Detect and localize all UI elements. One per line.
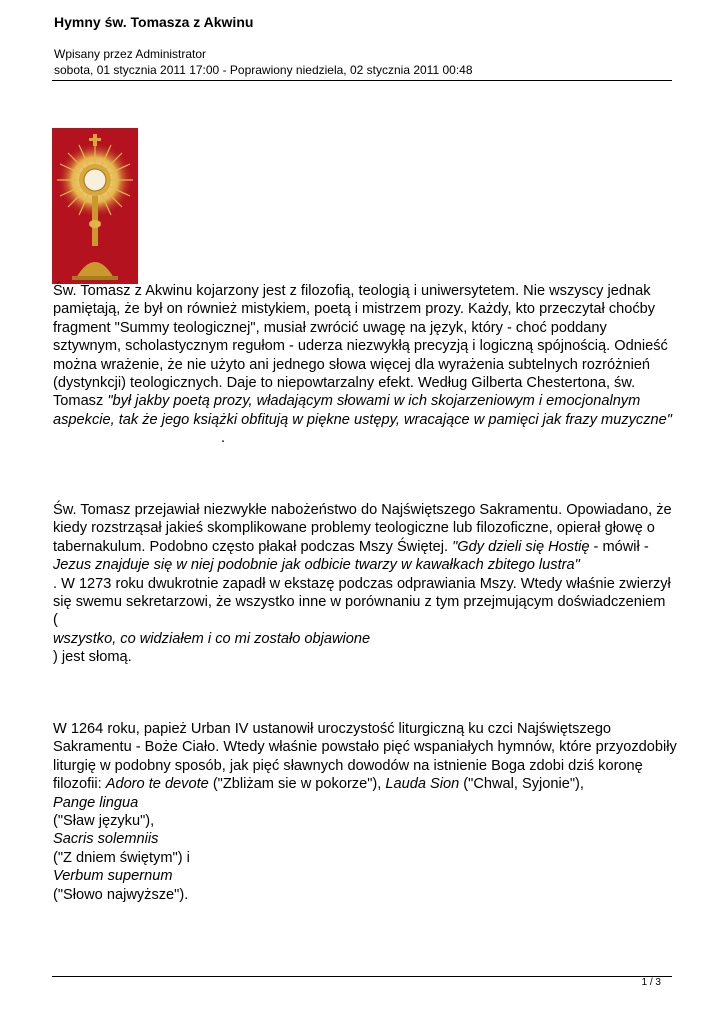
hostia-quote-b: Jezus znajduje się w niej podobnie jak odbicie twarzy w kawałkach zbitego lustra" [53, 557, 580, 574]
hymn-adoro-te-devote: Adoro te devote [105, 776, 209, 793]
header-divider [52, 80, 672, 81]
hymn-3-translation: ("Sław języku"), [53, 813, 155, 830]
monstrance-image [52, 128, 138, 284]
hymn-4-translation: ("Z dniem świętym") i [53, 849, 190, 866]
hymn-5-translation: ("Słowo najwyższe"). [53, 886, 189, 903]
article-meta [54, 46, 473, 78]
paragraph-2-paren-open: ( [53, 612, 58, 629]
hostia-quote-a: "Gdy dzieli się Hostię [452, 538, 590, 555]
date-line: sobota, 01 stycznia 2011 17:00 - Poprawiony niedziela, 02 stycznia 2011 00:48 [54, 63, 473, 77]
paragraph-1-text: Św. Tomasz z Akwinu kojarzony jest z filozofią, teologią i uniwersytetem. Nie wszyscy jednak pamiętają, że był on również mistykiem, poetą i mistrzem prozy. Każdy, kto przeczytał choćby fragment "Summy teologicznej", musiał zwrócić uwagę na język, który - choć poddany sztywnym, scholastycznym regułom - uderza niezwykłą precyzją i logiczną spójnością. Odnieść można wrażenie, że nie użyto ani jednego słowa więcej dla wyrażenia subtelnych rozróżnień (dystynkcji) teologicznych. Daje to niepowtarzalny efekt. Według Gilberta Chestertona, św. Tomasz [53, 283, 668, 410]
paragraph-2 [53, 501, 678, 667]
paragraph-3 [53, 720, 678, 904]
hymn-lauda-sion: Lauda Sion [385, 776, 460, 793]
paragraph-1 [53, 282, 678, 448]
page-number: 1 / 3 [641, 977, 661, 988]
hymn-1-translation: ("Zbliżam sie w pokorze"), [208, 776, 386, 793]
page-title: Hymny św. Tomasza z Akwinu [54, 14, 254, 30]
revelation-quote: wszystko, co widziałem i co mi zostało objawione [53, 630, 371, 647]
paragraph-1-end: . [221, 430, 226, 447]
hymn-pange-lingua: Pange lingua [53, 794, 139, 811]
paragraph-2-text-a: Św. Tomasz przejawiał niezwykłe nabożeństwo do Najświętszego Sakramentu. Opowiadano, że kiedy rozstrząsał jakieś skomplikowane problemy teologiczne lub filozoficzne, opierał głowę o tabernakulum. Podobno często płakał podczas Mszy Świętej. [53, 502, 672, 555]
author-line: Wpisany przez Administrator [54, 47, 207, 61]
footer-divider [52, 976, 672, 977]
hymn-sacris-solemniis: Sacris solemniis [53, 831, 159, 848]
paragraph-2-text-c: . W 1273 roku dwukrotnie zapadł w ekstazę podczas odprawiania Mszy. Wtedy właśnie zwierzył się swemu sekretarzowi, że wszystko inne w porównaniu z tym przejmującym doświadczeniem [53, 575, 671, 611]
chesterton-quote: "był jakby poetą prozy, władającym słowami w ich skojarzeniowym i emocjonalnym aspekcie, tak że jego książki obfitują w piękne ustępy, wracające w pamięci jak frazy muzyczne" [53, 393, 672, 428]
hymn-2-translation: ("Chwal, Syjonie"), [459, 776, 584, 793]
paragraph-2-text-b: - mówił - [589, 538, 649, 555]
paragraph-2-text-d: ) jest słomą. [53, 649, 132, 666]
hymn-verbum-supernum: Verbum supernum [53, 868, 173, 885]
paragraph-3-text: W 1264 roku, papież Urban IV ustanowił uroczystość liturgiczną ku czci Najświętszego Sakramentu - Boże Ciało. Wtedy właśnie powstało pięć wspaniałych hymnów, które przyozdobiły liturgię w podobny sposób, jak pięć sławnych dowodów na istnienie Boga zdobi dziś koronę filozofii: [53, 721, 677, 793]
